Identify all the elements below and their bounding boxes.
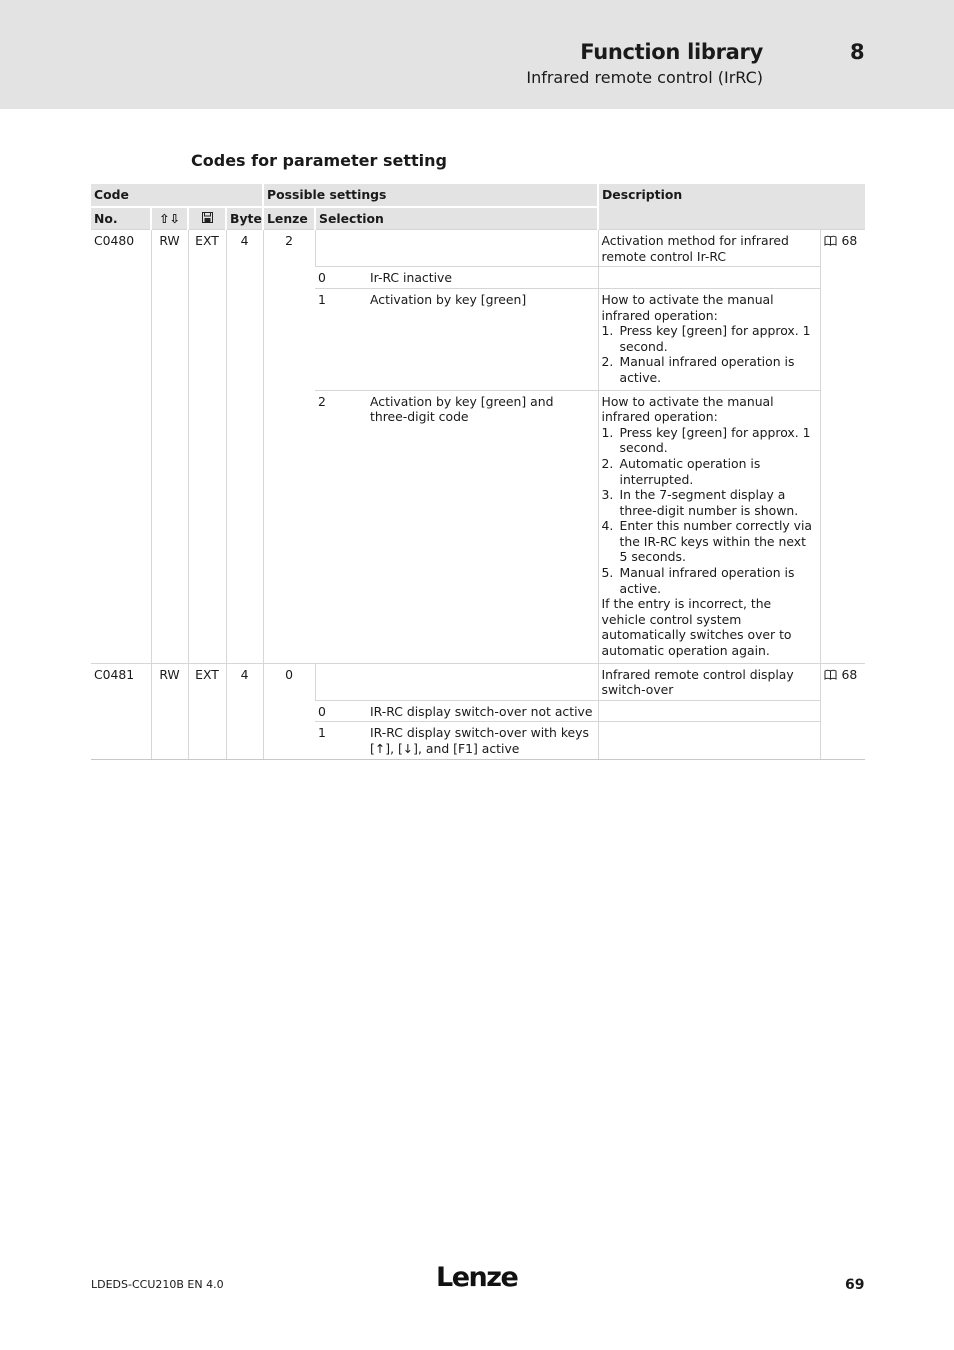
code-description: Activation method for infrared remote control Ir-RC	[598, 230, 820, 267]
lenze-logo: Lenze	[436, 1262, 518, 1293]
list-item: 2. Automatic operation is interrupted.	[601, 455, 761, 487]
list-item: 1. Press key [green] for approx. 1 second.	[601, 323, 811, 354]
save-disk-icon	[188, 207, 226, 230]
code-description: Infrared remote control display switch-over	[598, 663, 820, 700]
storage-value: EXT	[188, 663, 226, 759]
lenze-default: 2	[263, 230, 315, 663]
option-description	[598, 700, 820, 722]
option-value: 2	[318, 393, 326, 409]
code-header: Code	[91, 184, 263, 207]
description-outro: If the entry is incorrect, the vehicle control system automatically switches over to automatic operation again.	[601, 596, 792, 659]
page-reference-number: 68	[841, 666, 858, 682]
option-description	[598, 267, 820, 289]
selection-option	[315, 390, 598, 663]
access-value: RW	[151, 230, 188, 663]
code-number: C0480	[91, 230, 151, 663]
access-value: RW	[151, 663, 188, 759]
list-item: 5. Manual infrared operation is active.	[601, 565, 795, 596]
book-icon	[824, 668, 837, 684]
steps-list	[602, 323, 817, 385]
table-row	[91, 663, 865, 700]
list-item: 1. Press key [green] for approx. 1 second.	[601, 424, 811, 456]
page-number: 69	[845, 1277, 865, 1293]
option-description	[598, 390, 820, 663]
lenze-header: Lenze	[263, 207, 315, 230]
option-value: 1	[318, 291, 326, 307]
list-item: 2. Manual infrared operation is active.	[601, 354, 795, 385]
list-item: 3. In the 7-segment display a three-digit number is shown.	[601, 487, 799, 518]
codes-table	[91, 184, 865, 760]
table-header-row-1	[91, 184, 865, 207]
list-item: 4. Enter this number correctly via the IR-RC keys within the next 5 seconds.	[601, 518, 813, 565]
byte-value: 4	[226, 663, 263, 759]
selection-option	[315, 700, 598, 722]
page-reference-number: 68	[841, 233, 858, 249]
option-value: 1	[318, 725, 326, 741]
chapter-number: 8	[850, 40, 865, 64]
option-text: Activation by key [green]	[370, 291, 527, 307]
description-intro: How to activate the manual infrared operation:	[601, 393, 774, 425]
page-reference	[820, 230, 865, 663]
option-text: IR-RC display switch-over with keys [↑], [↓], and [F1] active	[370, 725, 589, 756]
selection-cell-empty	[315, 663, 598, 700]
table-row	[91, 230, 865, 267]
lenze-default: 0	[263, 663, 315, 759]
option-description	[598, 288, 820, 390]
option-text: Activation by key [green] and three-digit code	[370, 393, 554, 425]
selection-header: Selection	[315, 207, 598, 230]
possible-settings-header: Possible settings	[263, 184, 598, 207]
selection-option	[315, 267, 598, 289]
description-header: Description	[598, 184, 865, 230]
selection-cell-empty	[315, 230, 598, 267]
page-header	[0, 0, 954, 109]
section-heading: Codes for parameter setting	[191, 151, 447, 170]
description-intro: How to activate the manual infrared operation:	[601, 291, 774, 323]
option-value: 0	[318, 270, 326, 286]
option-text: Ir-RC inactive	[370, 270, 452, 286]
selection-option	[315, 722, 598, 759]
option-description	[598, 722, 820, 759]
chapter-subtitle: Infrared remote control (IrRC)	[526, 68, 763, 87]
code-number: C0481	[91, 663, 151, 759]
access-arrows-icon: ⇧⇩	[151, 207, 188, 230]
steps-list	[602, 425, 817, 597]
no-header: No.	[91, 207, 151, 230]
option-text: IR-RC display switch-over not active	[370, 703, 593, 719]
storage-value: EXT	[188, 230, 226, 663]
document-id: LDEDS-CCU210B EN 4.0	[91, 1278, 224, 1291]
selection-option	[315, 288, 598, 390]
byte-value: 4	[226, 230, 263, 663]
chapter-title: Function library	[580, 40, 763, 64]
byte-header: Byte	[226, 207, 263, 230]
book-icon	[824, 234, 837, 250]
option-value: 0	[318, 703, 326, 719]
page-reference	[820, 663, 865, 759]
